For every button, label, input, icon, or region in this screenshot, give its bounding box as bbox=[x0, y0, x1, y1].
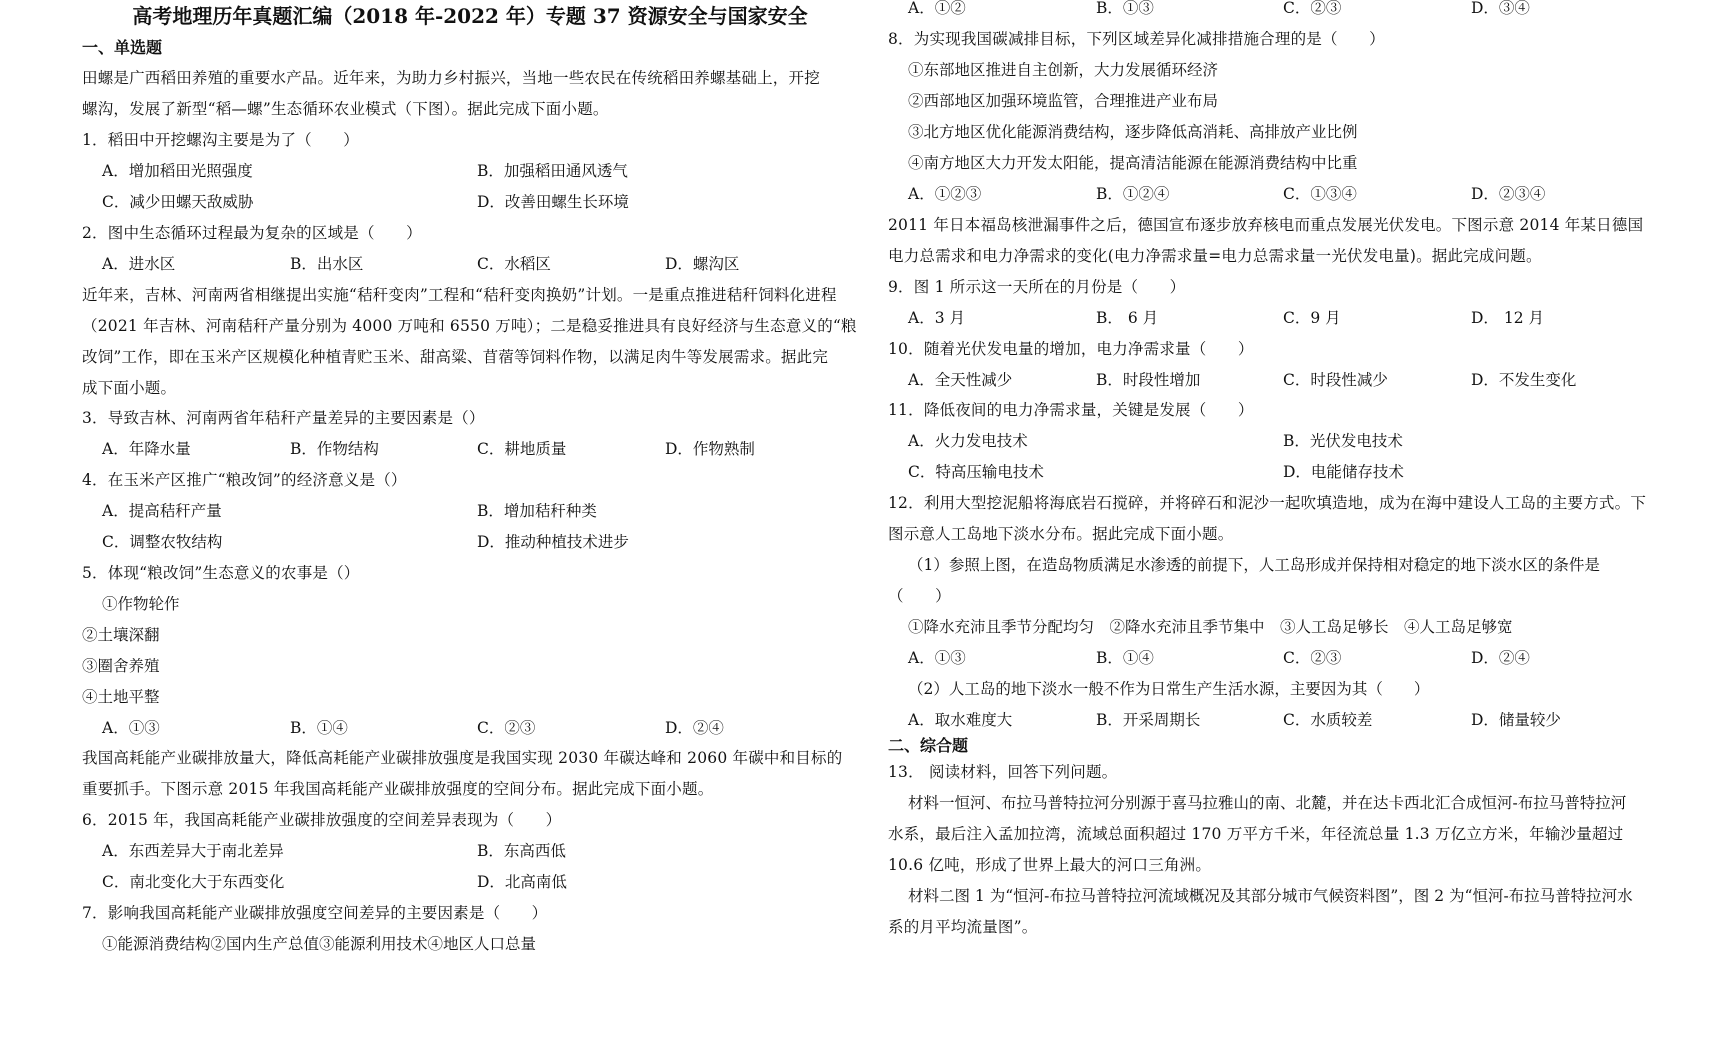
q8-item-4: ④南方地区大力开发太阳能，提高清洁能源在能源消费结构中比重 bbox=[908, 154, 1358, 172]
q7-option-b: B．①③ bbox=[1096, 0, 1154, 17]
section-heading-comprehensive: 二、综合题 bbox=[888, 736, 969, 755]
q8-option-c: C．①③④ bbox=[1283, 185, 1357, 203]
q2-option-a: A．进水区 bbox=[102, 255, 176, 273]
q8-item-2: ②西部地区加强环境监管，合理推进产业布局 bbox=[908, 92, 1219, 110]
q12-stem-line-2: 图示意人工岛地下淡水分布。据此完成下面小题。 bbox=[888, 525, 1234, 543]
q10-option-c: C．时段性减少 bbox=[1283, 371, 1388, 389]
intro-2-line-3: 改饲”工作，即在玉米产区规模化种植青贮玉米、甜高粱、苜蓿等饲料作物，以满足肉牛等发展需求。据此完 bbox=[82, 348, 829, 366]
intro-2-line-1: 近年来，吉林、河南两省相继提出实施“秸秆变肉”工程和“秸秆变肉换奶”计划。一是重点推进秸秆饲料化进程 bbox=[82, 286, 837, 304]
intro-4-line-1: 2011 年日本福岛核泄漏事件之后，德国宣布逐步放弃核电而重点发展光伏发电。下图示意 2014 年某日德国 bbox=[888, 216, 1644, 234]
q12-sub1-blank: （ ） bbox=[888, 587, 951, 605]
q12-stem-line-1: 12．利用大型挖泥船将海底岩石搅碎，并将碎石和泥沙一起吹填造地，成为在海中建设人工岛的主要方式。下 bbox=[888, 494, 1647, 512]
q4-option-a: A．提高秸秆产量 bbox=[102, 502, 222, 520]
q2-option-b: B．出水区 bbox=[290, 255, 364, 273]
q8-item-1: ①东部地区推进自主创新，大力发展循环经济 bbox=[908, 61, 1219, 79]
q9-option-a: A．3 月 bbox=[908, 309, 965, 327]
q11-option-b: B．光伏发电技术 bbox=[1283, 432, 1403, 450]
q8-option-d: D．②③④ bbox=[1471, 185, 1546, 203]
q12-sub1-option-c: C．②③ bbox=[1283, 649, 1342, 667]
q12-sub2-stem: （2）人工岛的地下淡水一般不作为日常生产生活水源，主要因为其（ ） bbox=[908, 680, 1430, 698]
q4-option-c: C．调整农牧结构 bbox=[102, 533, 223, 551]
q4-option-b: B．增加秸秆种类 bbox=[477, 502, 597, 520]
q12-sub1-option-b: B．①④ bbox=[1096, 649, 1154, 667]
intro-3-line-2: 重要抓手。下图示意 2015 年我国高耗能产业碳排放强度的空间分布。据此完成下面小题。 bbox=[82, 780, 714, 798]
q5-item-3: ③圈舍养殖 bbox=[82, 657, 160, 675]
q2-stem: 2．图中生态循环过程最为复杂的区域是（ ） bbox=[82, 224, 422, 242]
q7-option-d: D．③④ bbox=[1471, 0, 1530, 17]
q11-option-d: D．电能储存技术 bbox=[1283, 463, 1404, 481]
q6-stem: 6．2015 年，我国高耗能产业碳排放强度的空间差异表现为（ ） bbox=[82, 811, 562, 829]
q13-material-2-line-2: 系的月平均流量图”。 bbox=[888, 918, 1038, 936]
q2-option-d: D．螺沟区 bbox=[665, 255, 740, 273]
q4-stem: 4．在玉米产区推广“粮改饲”的经济意义是（） bbox=[82, 471, 407, 489]
q1-stem: 1．稻田中开挖螺沟主要是为了（ ） bbox=[82, 131, 359, 149]
section-heading-single-choice: 一、单选题 bbox=[82, 38, 163, 57]
q12-sub2-option-d: D．储量较少 bbox=[1471, 711, 1561, 729]
q11-stem: 11．降低夜间的电力净需求量，关键是发展（ ） bbox=[888, 401, 1254, 419]
q3-option-a: A．年降水量 bbox=[102, 440, 191, 458]
q5-option-b: B．①④ bbox=[290, 719, 348, 737]
q6-option-b: B．东高西低 bbox=[477, 842, 566, 860]
q12-sub1-stem: （1）参照上图，在造岛物质满足水渗透的前提下，人工岛形成并保持相对稳定的地下淡水区的条件是 bbox=[908, 556, 1600, 574]
intro-1-line-2: 螺沟，发展了新型“稻—螺”生态循环农业模式（下图）。据此完成下面小题。 bbox=[82, 100, 609, 118]
q3-option-c: C．耕地质量 bbox=[477, 440, 567, 458]
q8-item-3: ③北方地区优化能源消费结构，逐步降低高消耗、高排放产业比例 bbox=[908, 123, 1358, 141]
q12-sub1-option-a: A．①③ bbox=[908, 649, 966, 667]
q6-option-c: C．南北变化大于东西变化 bbox=[102, 873, 285, 891]
q13-material-2-line-1: 材料二图 1 为“恒河-布拉马普特拉河流域概况及其部分城市气候资料图”，图 2 为“恒河-布拉马普特拉河水 bbox=[908, 887, 1633, 905]
q8-stem: 8．为实现我国碳减排目标，下列区域差异化减排措施合理的是（ ） bbox=[888, 30, 1385, 48]
q5-option-d: D．②④ bbox=[665, 719, 724, 737]
q3-stem: 3．导致吉林、河南两省年秸秆产量差异的主要因素是（） bbox=[82, 409, 485, 427]
q10-option-d: D．不发生变化 bbox=[1471, 371, 1577, 389]
q13-material-1-line-2: 水系，最后注入孟加拉湾，流域总面积超过 170 万平方千米，年径流总量 1.3 万亿立方米，年输沙量超过 bbox=[888, 825, 1624, 843]
q12-sub2-option-c: C．水质较差 bbox=[1283, 711, 1373, 729]
intro-3-line-1: 我国高耗能产业碳排放量大，降低高耗能产业碳排放强度是我国实现 2030 年碳达峰和 2060 年碳中和目标的 bbox=[82, 749, 843, 767]
q11-option-a: A．火力发电技术 bbox=[908, 432, 1028, 450]
q9-option-b: B． 6 月 bbox=[1096, 309, 1159, 327]
q12-sub2-option-a: A．取水难度大 bbox=[908, 711, 1013, 729]
q4-option-d: D．推动种植技术进步 bbox=[477, 533, 629, 551]
q1-option-b: B．加强稻田通风透气 bbox=[477, 162, 628, 180]
q12-sub1-items: ①降水充沛且季节分配均匀 ②降水充沛且季节集中 ③人工岛足够长 ④人工岛足够宽 bbox=[908, 618, 1513, 636]
q7-option-c: C．②③ bbox=[1283, 0, 1342, 17]
q9-option-d: D． 12 月 bbox=[1471, 309, 1545, 327]
q12-sub2-option-b: B．开采周期长 bbox=[1096, 711, 1201, 729]
q8-option-b: B．①②④ bbox=[1096, 185, 1170, 203]
q10-stem: 10．随着光伏发电量的增加，电力净需求量（ ） bbox=[888, 340, 1254, 358]
q5-option-c: C．②③ bbox=[477, 719, 536, 737]
q6-option-a: A．东西差异大于南北差异 bbox=[102, 842, 284, 860]
q2-option-c: C．水稻区 bbox=[477, 255, 551, 273]
q9-option-c: C．9 月 bbox=[1283, 309, 1341, 327]
q7-items: ①能源消费结构②国内生产总值③能源利用技术④地区人口总量 bbox=[102, 935, 537, 953]
q11-option-c: C．特高压输电技术 bbox=[908, 463, 1044, 481]
q5-item-4: ④土地平整 bbox=[82, 688, 160, 706]
q7-stem: 7．影响我国高耗能产业碳排放强度空间差异的主要因素是（ ） bbox=[82, 904, 548, 922]
q3-option-d: D．作物熟制 bbox=[665, 440, 755, 458]
intro-2-line-2: （2021 年吉林、河南秸秆产量分别为 4000 万吨和 6550 万吨）；二是稳妥推进具有良好经济与生态意义的“粮 bbox=[82, 317, 857, 335]
q1-option-a: A．增加稻田光照强度 bbox=[102, 162, 253, 180]
q13-material-1-line-1: 材料一恒河、布拉马普特拉河分别源于喜马拉雅山的南、北麓，并在达卡西北汇合成恒河-布拉马普特拉河 bbox=[908, 794, 1627, 812]
q1-option-d: D．改善田螺生长环境 bbox=[477, 193, 629, 211]
q12-sub1-option-d: D．②④ bbox=[1471, 649, 1530, 667]
q10-option-a: A．全天性减少 bbox=[908, 371, 1013, 389]
q6-option-d: D．北高南低 bbox=[477, 873, 567, 891]
document-title: 高考地理历年真题汇编（2018 年-2022 年）专题 37 资源安全与国家安全 bbox=[132, 4, 808, 28]
q13-stem: 13． 阅读材料，回答下列问题。 bbox=[888, 763, 1118, 781]
q8-option-a: A．①②③ bbox=[908, 185, 982, 203]
intro-4-line-2: 电力总需求和电力净需求的变化(电力净需求量=电力总需求量一光伏发电量)。据此完成问题。 bbox=[888, 247, 1542, 265]
q9-stem: 9．图 1 所示这一天所在的月份是（ ） bbox=[888, 278, 1186, 296]
q1-option-c: C．减少田螺天敌威胁 bbox=[102, 193, 254, 211]
q3-option-b: B．作物结构 bbox=[290, 440, 379, 458]
intro-1-line-1: 田螺是广西稻田养殖的重要水产品。近年来，为助力乡村振兴，当地一些农民在传统稻田养螺基础上，开挖 bbox=[82, 69, 820, 87]
q5-item-1: ①作物轮作 bbox=[102, 595, 180, 613]
q13-material-1-line-3: 10.6 亿吨，形成了世界上最大的河口三角洲。 bbox=[888, 856, 1212, 874]
q5-option-a: A．①③ bbox=[102, 719, 160, 737]
q5-stem: 5．体现“粮改饲”生态意义的农事是（） bbox=[82, 564, 360, 582]
q5-item-2: ②土壤深翻 bbox=[82, 626, 160, 644]
intro-2-line-4: 成下面小题。 bbox=[82, 379, 177, 397]
q10-option-b: B．时段性增加 bbox=[1096, 371, 1201, 389]
q7-option-a: A．①② bbox=[908, 0, 966, 17]
